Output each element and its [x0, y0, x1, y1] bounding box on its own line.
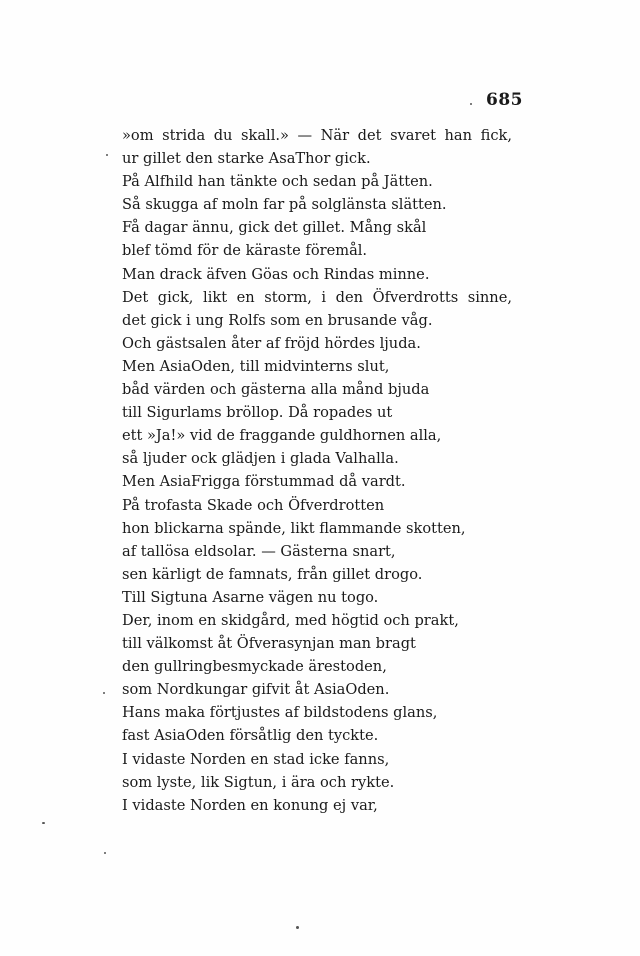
- poem-line: af tallösa eldsolar. — Gästerna snart,: [122, 542, 396, 560]
- poem-line: som lyste, lik Sigtun, i ära och rykte.: [122, 773, 395, 791]
- poem-line: Man drack äfven Göas och Rindas minne.: [122, 265, 430, 283]
- poem-line: I vidaste Norden en konung ej var,: [122, 796, 378, 814]
- poem-line: som Nordkungar gifvit åt AsiaOden.: [122, 681, 390, 699]
- poem-line: Hans maka förtjustes af bildstodens glans,: [122, 704, 438, 722]
- poem-line: Och gästsalen åter af fröjd hördes ljuda.: [122, 334, 421, 352]
- scan-speck: [104, 852, 106, 854]
- poem-line: Till Sigtuna Asarne vägen nu togo.: [122, 588, 379, 606]
- poem-line: sen kärligt de famnats, från gillet drogo.: [122, 565, 423, 583]
- poem-line: Men AsiaOden, till midvinterns slut,: [122, 357, 390, 375]
- poem-line: Det gick, likt en storm, i den Öfverdrotts sinne,: [122, 288, 512, 306]
- poem-line: På trofasta Skade och Öfverdrotten: [122, 496, 385, 514]
- poem-line: »om strida du skall.» — När det svaret han fick,: [122, 127, 512, 144]
- poem-line: den gullringbesmyckade ärestoden,: [122, 658, 387, 676]
- poem-line: På Alfhild han tänkte och sedan på Jätten.: [122, 173, 433, 191]
- poem-line: till välkomst åt Öfverasynjan man bragt: [122, 635, 416, 653]
- poem-line: Der, inom en skidgård, med högtid och prakt,: [122, 611, 459, 629]
- poem-line: båd värden och gästerna alla månd bjuda: [122, 381, 430, 399]
- poem-line: blef tömd för de käraste föremål.: [122, 242, 368, 260]
- scan-speck: [106, 154, 108, 156]
- poem-line: ur gillet den starke AsaThor gick.: [122, 150, 371, 168]
- scan-speck: [296, 926, 299, 929]
- poem-text: [122, 124, 512, 817]
- poem-line: fast AsiaOden försåtlig den tyckte.: [122, 727, 379, 745]
- poem-line: så ljuder ock glädjen i glada Valhalla.: [122, 450, 399, 468]
- poem-line: ett »Ja!» vid de fraggande guldhornen alla,: [122, 427, 442, 445]
- poem-line: I vidaste Norden en stad icke fanns,: [122, 750, 390, 768]
- poem-line: det gick i ung Rolfs som en brusande våg.: [122, 311, 433, 329]
- poem-line: Få dagar ännu, gick det gillet. Mång skål: [122, 219, 427, 237]
- scan-speck: [470, 103, 472, 105]
- scan-speck: [103, 692, 105, 694]
- poem-line: Men AsiaFrigga förstummad då vardt.: [122, 473, 406, 491]
- poem-line: hon blickarna spände, likt flammande skotten,: [122, 519, 466, 537]
- poem-line: Så skugga af moln far på solglänsta slätten.: [122, 196, 447, 214]
- scan-speck: [42, 822, 45, 824]
- poem-line: till Sigurlams bröllop. Då ropades ut: [122, 404, 393, 422]
- page-number: 685: [486, 90, 523, 110]
